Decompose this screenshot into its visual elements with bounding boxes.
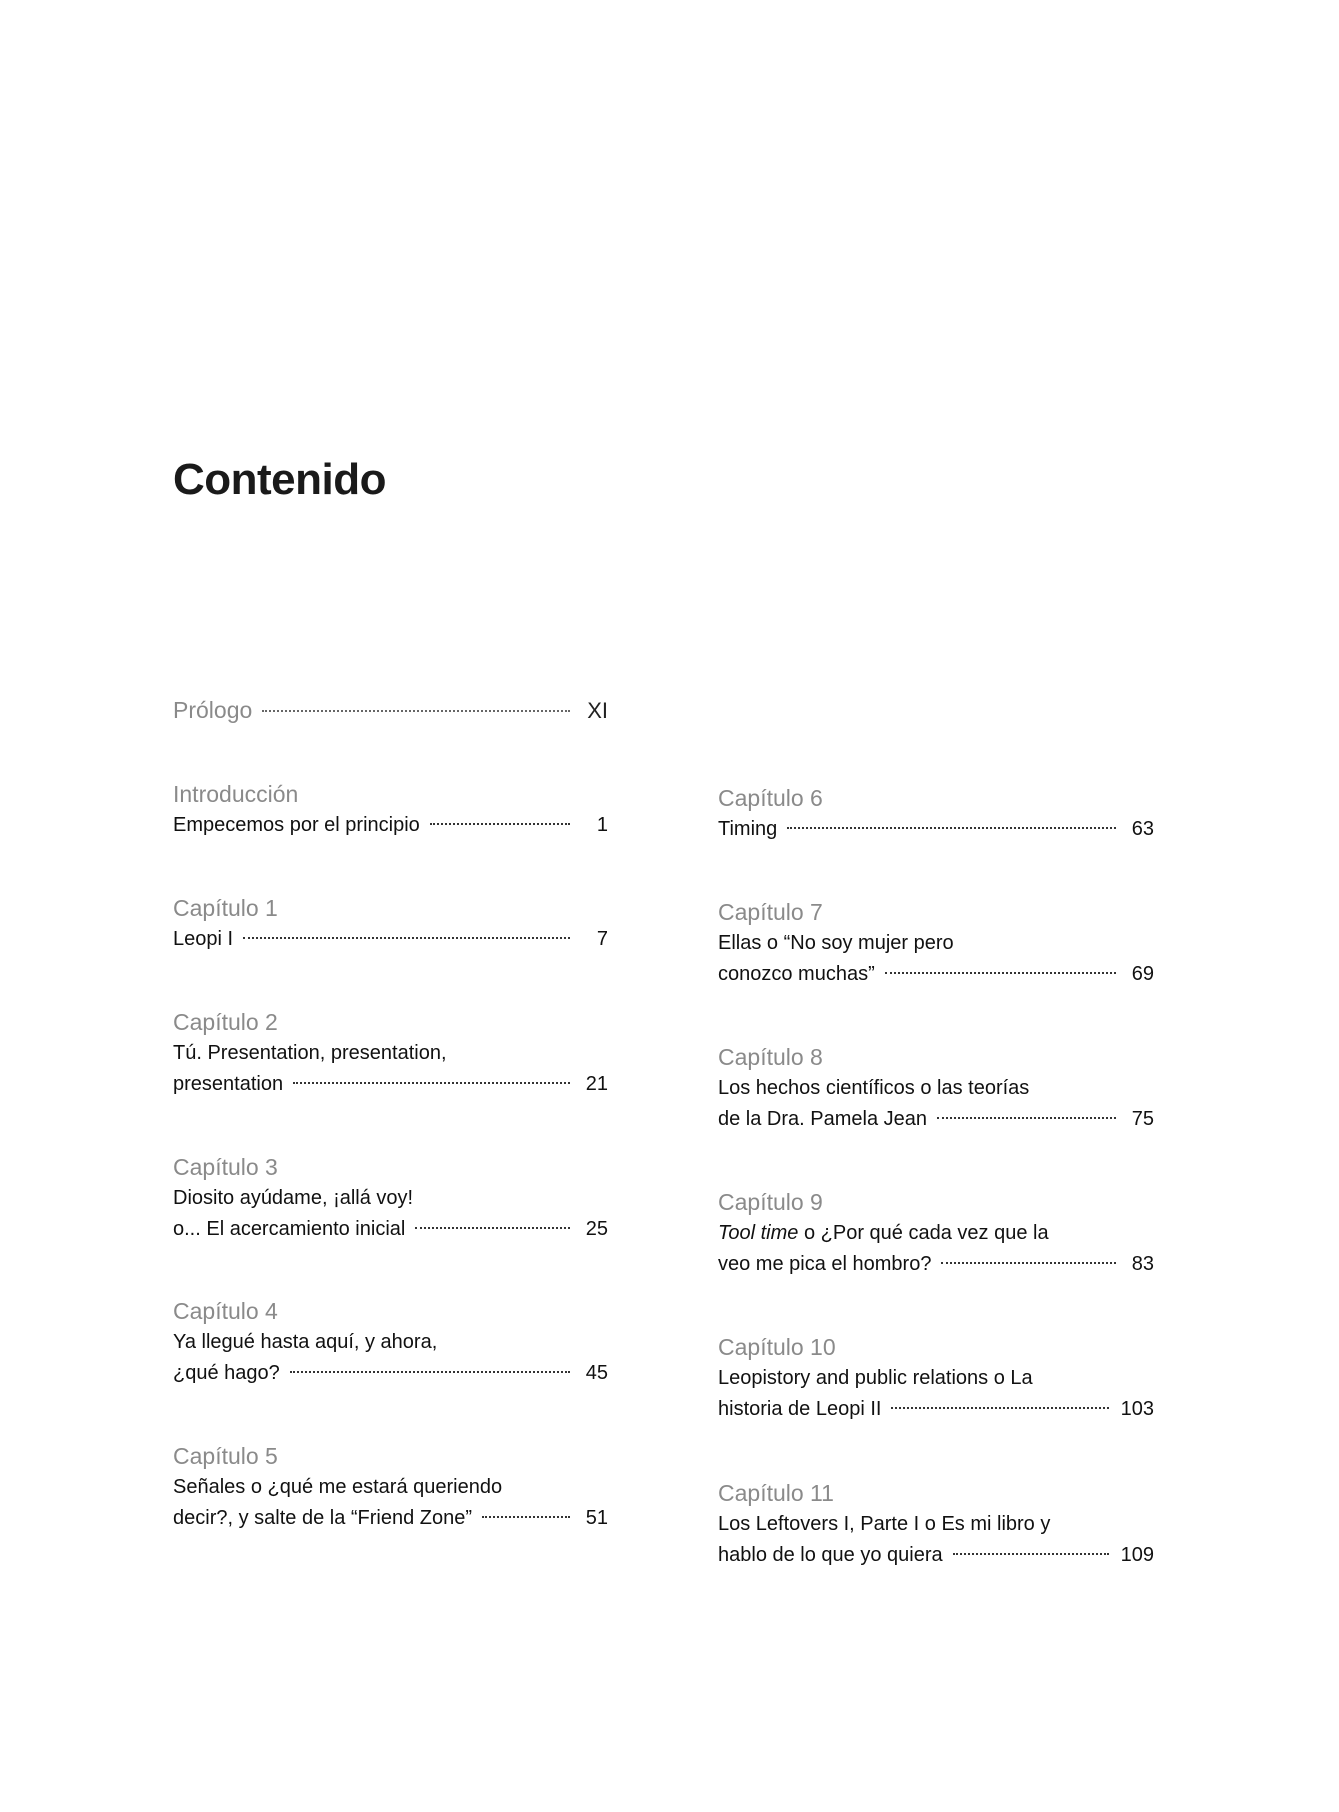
toc-entry-capitulo-11[interactable] [718, 1478, 1154, 1571]
toc-entry-title: o... El acercamiento inicial [173, 1218, 406, 1240]
dot-leader [891, 1407, 1108, 1409]
toc-entry-title: historia de Leopi II [718, 1398, 882, 1420]
dot-leader [937, 1117, 1116, 1119]
chapter-label: Capítulo 1 [173, 895, 278, 921]
toc-line [718, 1249, 1154, 1280]
toc-entry-title: Los hechos científicos o las teorías [718, 1077, 1030, 1099]
dot-leader [885, 972, 1116, 974]
chapter-label: Capítulo 3 [173, 1154, 278, 1180]
chapter-label: Capítulo 11 [718, 1480, 834, 1506]
toc-entry-prologo[interactable] [173, 695, 608, 726]
toc-entry-title: Señales o ¿qué me estará queriendo [173, 1476, 503, 1498]
toc-entry-title: Diosito ayúdame, ¡allá voy! [173, 1187, 414, 1209]
toc-entry-capitulo-3[interactable] [173, 1152, 608, 1245]
toc-page-number: 51 [585, 1507, 608, 1529]
toc-line [173, 1183, 608, 1214]
toc-entry-capitulo-5[interactable] [173, 1441, 608, 1534]
toc-page-number: 69 [1131, 963, 1154, 985]
toc-entry-capitulo-9[interactable] [718, 1187, 1154, 1280]
toc-line [173, 1038, 608, 1069]
chapter-label: Introducción [173, 781, 299, 807]
toc-entry-introduccion[interactable] [173, 779, 608, 841]
page-title: Contenido [173, 455, 387, 504]
toc-line [718, 928, 1154, 959]
dot-leader [415, 1227, 570, 1229]
dot-leader [243, 937, 570, 939]
toc-page-number: 7 [596, 928, 608, 950]
dot-leader [953, 1553, 1109, 1555]
toc-entry-capitulo-6[interactable] [718, 783, 1154, 845]
toc-line [718, 814, 1154, 845]
toc-line [173, 1069, 608, 1100]
toc-line [173, 924, 608, 955]
toc-page-number: 21 [585, 1073, 608, 1095]
toc-line [173, 810, 608, 841]
toc-entry-title: conozco muchas” [718, 963, 875, 985]
toc-line [718, 959, 1154, 990]
dot-leader [941, 1262, 1116, 1264]
toc-entry-title: de la Dra. Pamela Jean [718, 1108, 928, 1130]
toc-line [718, 1509, 1154, 1540]
toc-page-number: 1 [596, 814, 608, 836]
toc-line [173, 1358, 608, 1389]
toc-page-number: XI [587, 698, 608, 723]
chapter-label: Capítulo 10 [718, 1334, 836, 1360]
toc-line [173, 1214, 608, 1245]
toc-line [718, 1218, 1154, 1249]
chapter-label: Capítulo 4 [173, 1298, 278, 1324]
toc-entry-title: Empecemos por el principio [173, 814, 420, 836]
toc-line [173, 1503, 608, 1534]
toc-line [718, 1073, 1154, 1104]
toc-entry-title: ¿qué hago? [173, 1362, 280, 1384]
toc-page-number: 45 [585, 1362, 608, 1384]
toc-entry-title: Tú. Presentation, presentation, [173, 1042, 447, 1064]
toc-entry-title: Leopistory and public relations o La [718, 1367, 1033, 1389]
toc-line [718, 1394, 1154, 1425]
toc-entry-title-italic: Tool time [718, 1222, 799, 1244]
toc-entry-title: Ya llegué hasta aquí, y ahora, [173, 1331, 438, 1353]
toc-page-number: 103 [1120, 1398, 1154, 1420]
toc-entry-capitulo-4[interactable] [173, 1296, 608, 1389]
dot-leader [787, 827, 1116, 829]
dot-leader [293, 1082, 570, 1084]
toc-entry-capitulo-8[interactable] [718, 1042, 1154, 1135]
dot-leader [290, 1371, 570, 1373]
toc-entry-title: hablo de lo que yo quiera [718, 1544, 943, 1566]
toc-entry-title: presentation [173, 1073, 284, 1095]
toc-entry-title: veo me pica el hombro? [718, 1253, 932, 1275]
chapter-label: Capítulo 5 [173, 1443, 278, 1469]
chapter-label: Capítulo 6 [718, 785, 823, 811]
toc-line [718, 1540, 1154, 1571]
toc-page-number: 83 [1131, 1253, 1154, 1275]
chapter-label: Capítulo 7 [718, 899, 823, 925]
toc-entry-title: Ellas o “No soy mujer pero [718, 932, 954, 954]
toc-entry-capitulo-7[interactable] [718, 897, 1154, 990]
toc-line [173, 695, 608, 726]
dot-leader [262, 710, 570, 712]
toc-entry-title [718, 1218, 1049, 1249]
toc-page-number: 63 [1131, 818, 1154, 840]
chapter-label: Capítulo 2 [173, 1009, 278, 1035]
toc-line [173, 1327, 608, 1358]
chapter-label: Capítulo 9 [718, 1189, 823, 1215]
toc-page-number: 109 [1120, 1544, 1154, 1566]
toc-line [718, 1104, 1154, 1135]
toc-page-number: 25 [585, 1218, 608, 1240]
toc-entry-title-rest: o ¿Por qué cada vez que la [798, 1222, 1049, 1244]
toc-page-number: 75 [1131, 1108, 1154, 1130]
toc-entry-title: Timing [718, 818, 778, 840]
toc-entry-title: Los Leftovers I, Parte I o Es mi libro y [718, 1513, 1051, 1535]
dot-leader [430, 823, 570, 825]
chapter-label: Capítulo 8 [718, 1044, 823, 1070]
toc-entry-title: decir?, y salte de la “Friend Zone” [173, 1507, 473, 1529]
toc-entry-capitulo-10[interactable] [718, 1332, 1154, 1425]
toc-line [718, 1363, 1154, 1394]
toc-line [173, 1472, 608, 1503]
toc-entry-capitulo-2[interactable] [173, 1007, 608, 1100]
toc-entry-capitulo-1[interactable] [173, 893, 608, 955]
toc-entry-title: Prólogo [173, 697, 253, 723]
toc-entry-title: Leopi I [173, 928, 234, 950]
dot-leader [482, 1516, 570, 1518]
